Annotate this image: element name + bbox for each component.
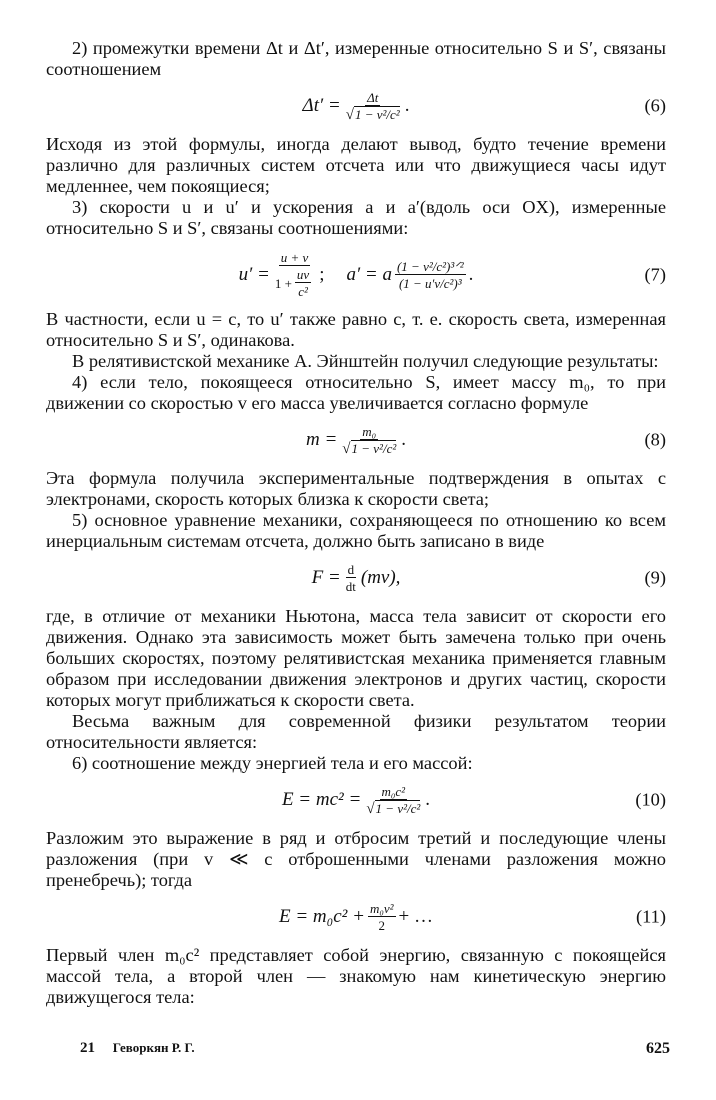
eq11-numerator: m₀v² bbox=[369, 900, 394, 916]
eq10-tail: . bbox=[425, 789, 431, 810]
eq7-inner-den: c² bbox=[298, 284, 308, 299]
paragraph: В частности, если u = c, то u′ также равно c, т. е. скорость света, измеренная относительно S и S′, одинакова. bbox=[46, 309, 666, 350]
equation-8 bbox=[46, 420, 666, 460]
eq11-lhs: E = m₀c² + bbox=[278, 906, 365, 927]
footer-signature-block bbox=[80, 1040, 209, 1058]
paragraph: 2) промежутки времени Δt и Δt′, измеренные относительно S и S′, связаны соотношением bbox=[46, 38, 666, 79]
signature-mark: 21 bbox=[80, 1040, 95, 1056]
eq7-number: (7) bbox=[644, 264, 666, 285]
eq10-denominator: √1 − v²/c² bbox=[366, 800, 421, 817]
page-body bbox=[46, 38, 666, 1008]
paragraph: Весьма важным для современной физики результатом теории относительности является: bbox=[46, 711, 666, 752]
page-number: 625 bbox=[646, 1040, 670, 1057]
footer-author: Геворкян Р. Г. bbox=[112, 1040, 195, 1055]
eq8-denominator: √1 − v²/c² bbox=[342, 440, 397, 457]
eq10-fraction bbox=[364, 784, 422, 817]
eq6-radicand: 1 − v²/c² bbox=[354, 106, 400, 122]
eq6-number: (6) bbox=[644, 95, 666, 116]
eq10-radicand: 1 − v²/c² bbox=[375, 800, 421, 816]
eq7-tail: . bbox=[468, 264, 474, 285]
eq7-denominator-1 bbox=[273, 266, 316, 300]
eq11-denominator: 2 bbox=[378, 917, 385, 933]
equation-11 bbox=[46, 897, 666, 937]
paragraph: Разложим это выражение в ряд и отбросим третий и последующие члены разложения (при v ≪ c отброшенными членами разложения можно пренебречь); тогда bbox=[46, 828, 666, 890]
eq7-lhs1: u′ = bbox=[238, 264, 270, 285]
eq8-number: (8) bbox=[644, 429, 666, 450]
paragraph: где, в отличие от механики Ньютона, масса тела зависит от скорости его движения. Однако эта зависимость может быть замечена только при очень больших скоростях, поэтому релятивистская механика применяется главным образом при исследовании движения электронов и других частиц, скорости которых могут приближаться к скорости света. bbox=[46, 606, 666, 710]
eq9-denominator: dt bbox=[345, 578, 356, 594]
paragraph: Эта формула получила экспериментальные подтверждения в опытах с электронами, скорость которых близка к скорости света; bbox=[46, 468, 666, 509]
eq10-numerator: m₀c² bbox=[381, 783, 406, 799]
paragraph: 4) если тело, покоящееся относительно S, имеет массу m₀, то при движении со скоростью v его масса увеличивается согласно формуле bbox=[46, 372, 666, 413]
paragraph: 3) скорости u и u′ и ускорения a и a′(вдоль оси OX), измеренные относительно S и S′, связаны соотношениями: bbox=[46, 197, 666, 238]
eq7-inner-fraction bbox=[295, 267, 311, 300]
eq6-tail: . bbox=[404, 95, 410, 116]
eq7-numerator-1: u + v bbox=[280, 250, 309, 265]
eq8-tail: . bbox=[401, 429, 406, 450]
eq6-denominator: √1 − v²/c² bbox=[345, 106, 400, 123]
eq9-numerator: d bbox=[347, 561, 355, 577]
eq8-radicand: 1 − v²/c² bbox=[351, 440, 397, 456]
eq10-number: (10) bbox=[635, 789, 666, 810]
eq7-fraction-2 bbox=[395, 259, 466, 292]
eq7-den-prefix: 1 + bbox=[274, 275, 292, 291]
paragraph: Первый член m₀c² представляет собой энергию, связанную с покоящейся массой тела, а второй член — знакомую нам кинетическую энергию движущегося тела: bbox=[46, 945, 666, 1007]
eq7-separator: ; bbox=[319, 264, 325, 285]
eq8-fraction bbox=[340, 424, 398, 457]
paragraph: 5) основное уравнение механики, сохраняющееся по отношению ко всем инерциальным системам отсчета, должно быть записано в виде bbox=[46, 510, 666, 551]
eq8-lhs: m = bbox=[305, 429, 338, 450]
eq6-numerator: Δt bbox=[367, 89, 379, 105]
eq7-lhs2: a′ = a bbox=[346, 264, 392, 285]
equation-7 bbox=[46, 249, 666, 301]
paragraph: 6) соотношение между энергией тела и его массой: bbox=[72, 753, 473, 773]
eq9-lhs: F = bbox=[311, 567, 341, 588]
equation-9 bbox=[46, 558, 666, 598]
eq9-number: (9) bbox=[644, 567, 666, 588]
eq11-number: (11) bbox=[636, 906, 666, 927]
paragraph: Исходя из этой формулы, иногда делают вывод, будто течение времени различно для различных систем отсчета или что движущиеся часы идут медленнее, чем покоящиеся; bbox=[46, 134, 666, 196]
eq8-numerator: m₀ bbox=[362, 423, 377, 439]
eq9-rhs: (mv), bbox=[360, 567, 401, 588]
eq7-fraction-1 bbox=[273, 250, 316, 300]
eq6-fraction bbox=[344, 90, 402, 123]
eq6-lhs: Δt′ = bbox=[302, 95, 341, 116]
eq11-rhs: + … bbox=[398, 906, 433, 927]
eq7-inner-num: uv bbox=[296, 267, 310, 282]
equation-6 bbox=[46, 86, 666, 126]
eq10-lhs: E = mc² = bbox=[281, 789, 362, 810]
paragraph: В релятивистской механике А. Эйнштейн получил следующие результаты: bbox=[72, 351, 659, 371]
eq7-numerator-2: (1 − v²/c²)³ᐟ² bbox=[396, 258, 464, 274]
eq11-fraction bbox=[368, 901, 396, 934]
eq7-denominator-2: (1 − u′v/c²)³ bbox=[398, 275, 462, 291]
equation-10 bbox=[46, 780, 666, 820]
eq9-fraction bbox=[344, 562, 358, 595]
page-footer bbox=[80, 1040, 670, 1058]
